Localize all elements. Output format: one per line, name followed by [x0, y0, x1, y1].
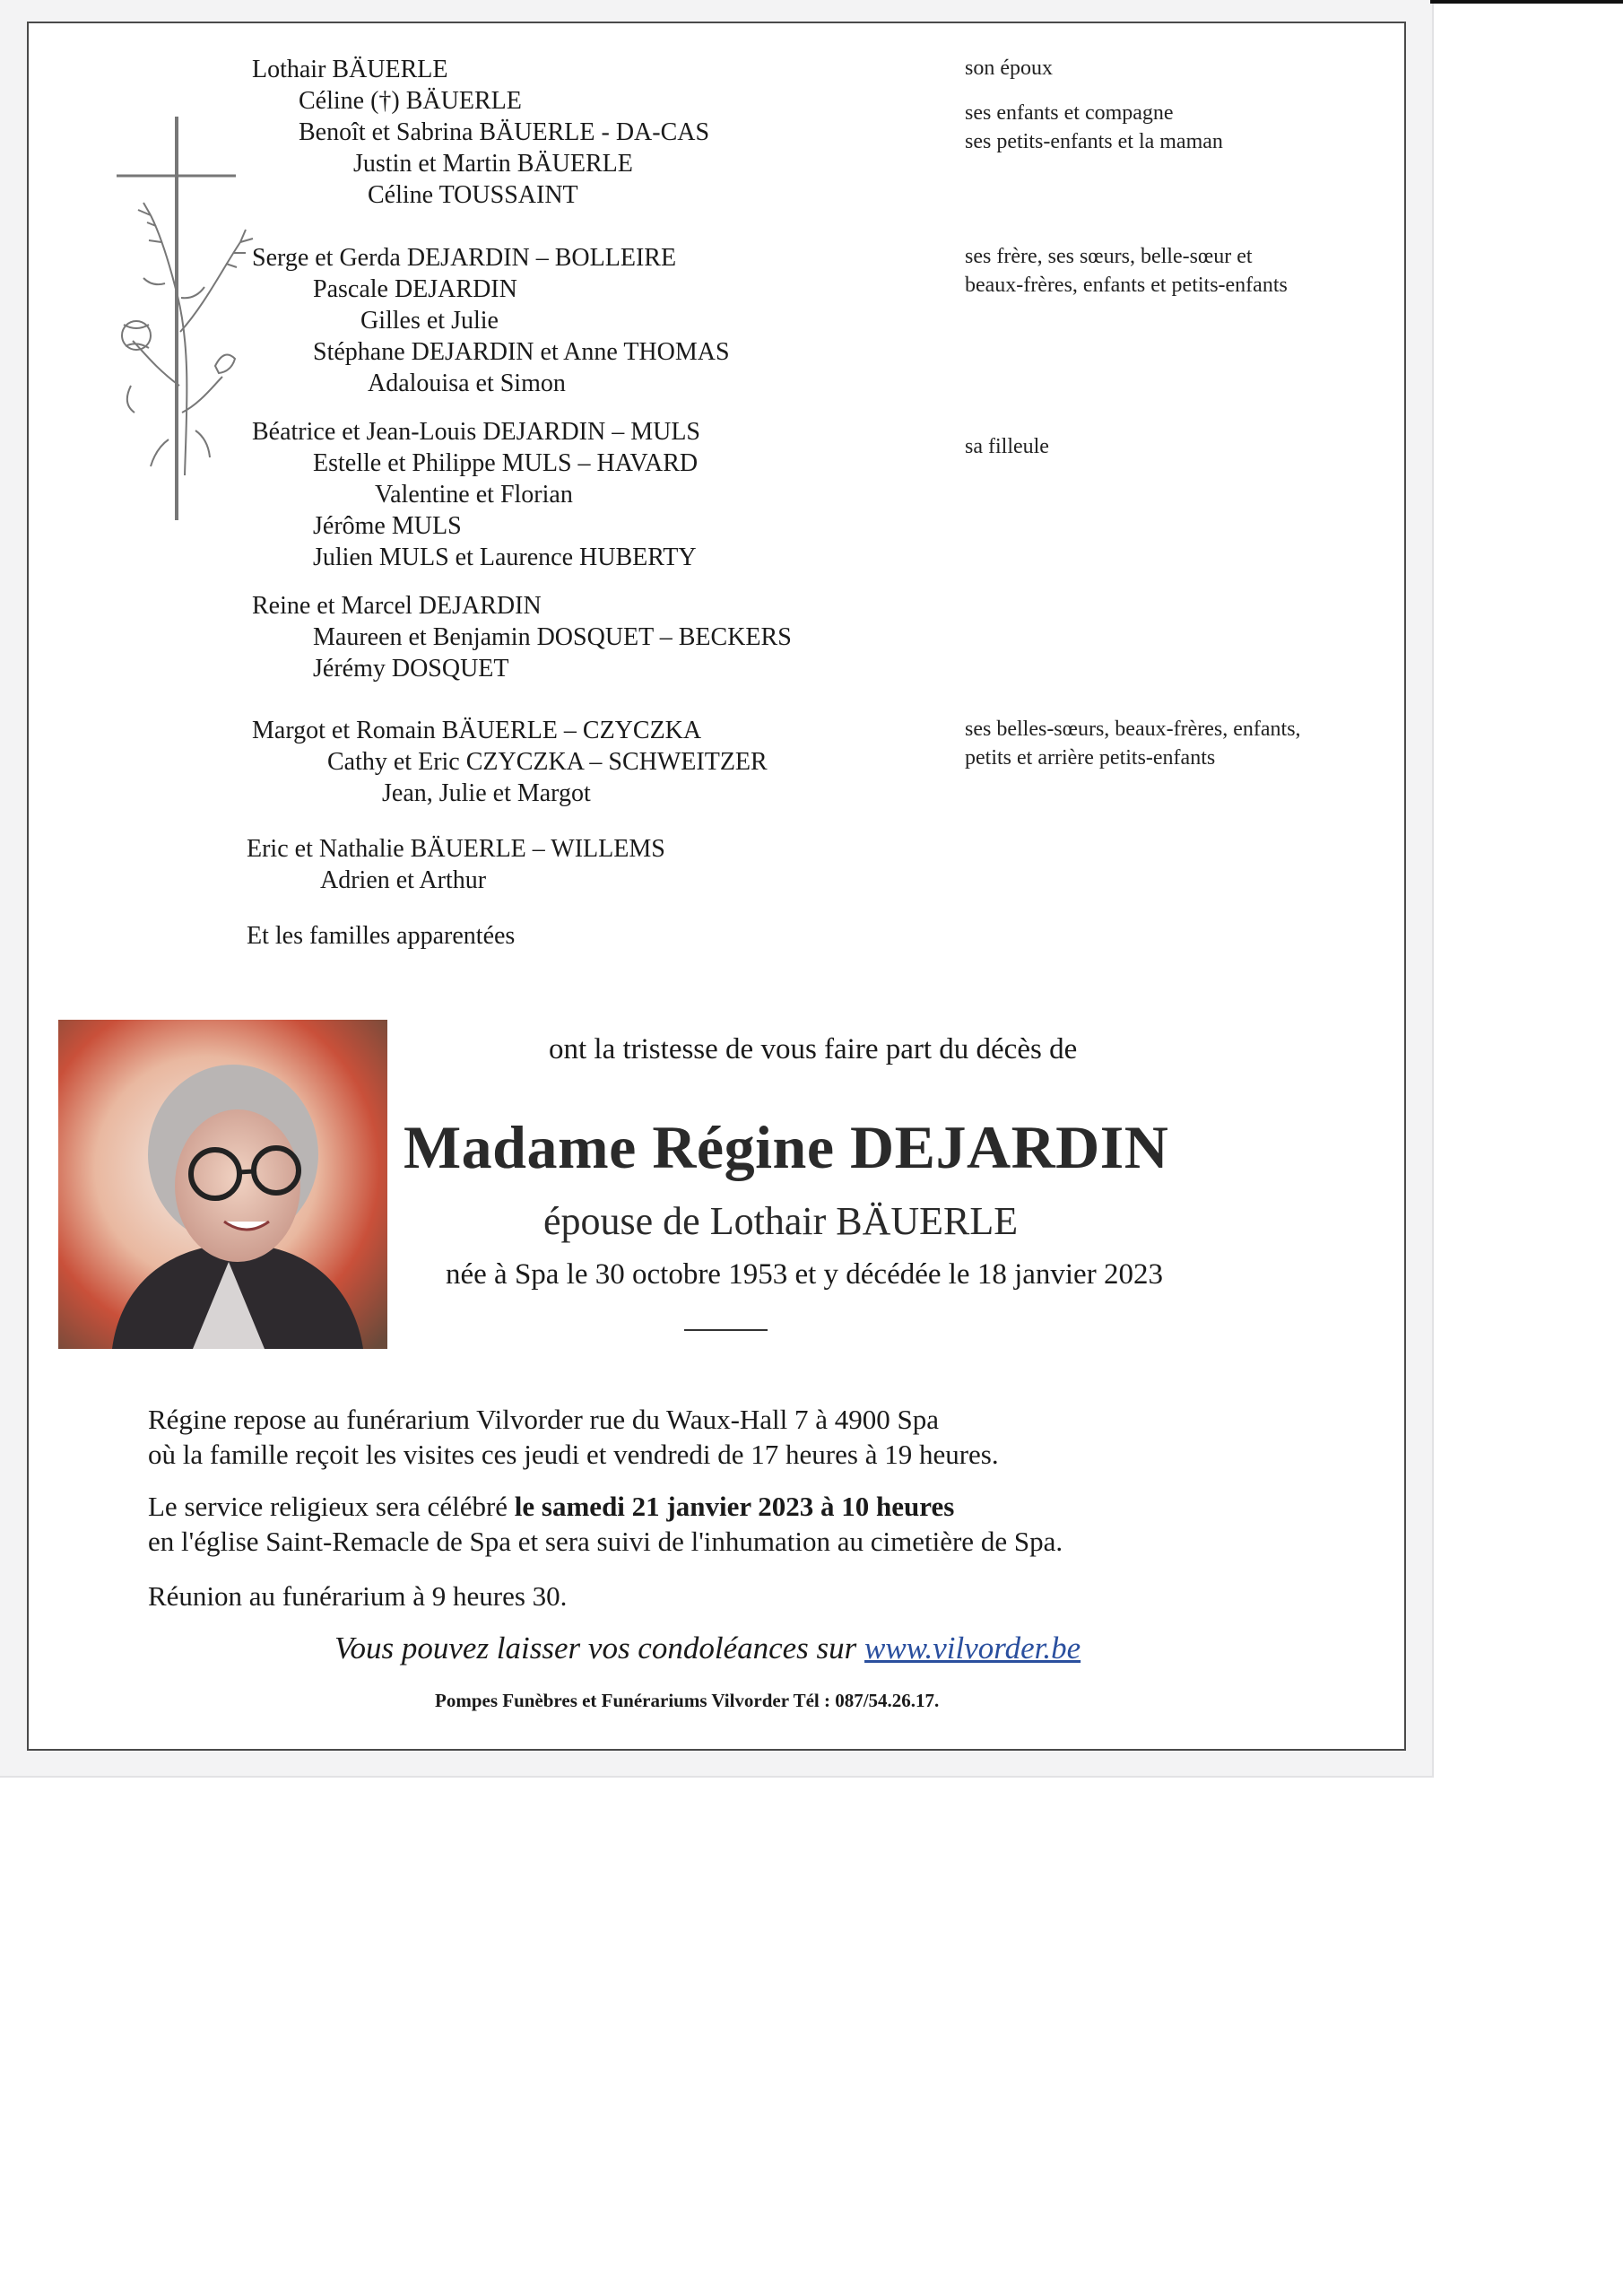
relation-label: sa filleule	[965, 435, 1049, 458]
relation-label: ses enfants et compagne	[965, 101, 1174, 125]
meeting-line: Réunion au funérarium à 9 heures 30.	[148, 1580, 568, 1612]
family-member-line: Céline TOUSSAINT	[368, 181, 578, 209]
family-member-line: Julien MULS et Laurence HUBERTY	[313, 544, 697, 571]
visits-line: où la famille reçoit les visites ces jeudi et vendredi de 17 heures à 19 heures.	[148, 1439, 999, 1470]
family-member-line: Serge et Gerda DEJARDIN – BOLLEIRE	[252, 244, 677, 272]
family-member-line: Béatrice et Jean-Louis DEJARDIN – MULS	[252, 418, 701, 446]
service-line	[148, 1489, 954, 1525]
family-member-line: Pascale DEJARDIN	[313, 275, 517, 303]
divider	[684, 1329, 768, 1331]
relation-label: ses frère, ses sœurs, belle-sœur et	[965, 245, 1253, 268]
relation-label: son époux	[965, 57, 1053, 80]
family-member-line: Maureen et Benjamin DOSQUET – BECKERS	[313, 623, 792, 651]
family-member-line: Margot et Romain BÄUERLE – CZYCZKA	[252, 717, 702, 744]
condolences-text: Vous pouvez laisser vos condoléances sur	[334, 1631, 865, 1665]
service-date: le samedi 21 janvier 2023 à 10 heures	[514, 1491, 955, 1522]
family-member-line: Gilles et Julie	[360, 307, 499, 335]
family-member-line: Eric et Nathalie BÄUERLE – WILLEMS	[247, 835, 665, 863]
relation-label: ses belles-sœurs, beaux-frères, enfants,	[965, 718, 1301, 741]
relation-label: petits et arrière petits-enfants	[965, 746, 1216, 770]
condolences-line	[334, 1631, 1081, 1666]
family-member-line: Adrien et Arthur	[320, 866, 487, 894]
family-member-line: Jérémy DOSQUET	[313, 655, 509, 683]
deceased-name: Madame Régine DEJARDIN	[404, 1113, 1169, 1181]
footer-contact: Pompes Funèbres et Funérariums Vilvorder Tél : 087/54.26.17.	[435, 1690, 940, 1711]
family-member-line: Céline (†) BÄUERLE	[299, 87, 522, 115]
family-member-line: Justin et Martin BÄUERLE	[353, 150, 633, 178]
family-member-line: Estelle et Philippe MULS – HAVARD	[313, 449, 699, 477]
family-member-line: Stéphane DEJARDIN et Anne THOMAS	[313, 338, 730, 366]
family-member-line: Et les familles apparentées	[247, 922, 516, 950]
funerarium-line: Régine repose au funérarium Vilvorder rue du Waux-Hall 7 à 4900 Spa	[148, 1404, 940, 1435]
family-member-line: Jérôme MULS	[313, 512, 462, 540]
family-member-line: Benoît et Sabrina BÄUERLE - DA-CAS	[299, 118, 710, 146]
portrait-photo	[58, 1020, 387, 1349]
intro-text: ont la tristesse de vous faire part du décès de	[549, 1033, 1078, 1065]
service-text: Le service religieux sera célébré	[148, 1491, 515, 1522]
cross-flower-icon	[115, 117, 258, 520]
family-member-line: Cathy et Eric CZYCZKA – SCHWEITZER	[327, 748, 768, 776]
birth-death-dates: née à Spa le 30 octobre 1953 et y décédée le 18 janvier 2023	[446, 1258, 1163, 1291]
condolences-link[interactable]: www.vilvorder.be	[864, 1631, 1081, 1665]
family-member-line: Jean, Julie et Margot	[382, 779, 591, 807]
family-member-line: Reine et Marcel DEJARDIN	[252, 592, 542, 620]
relation-label: beaux-frères, enfants et petits-enfants	[965, 274, 1288, 297]
spouse-line: épouse de Lothair BÄUERLE	[543, 1199, 1019, 1243]
scan-edge-line	[1430, 0, 1623, 4]
relation-label: ses petits-enfants et la maman	[965, 130, 1223, 153]
church-line: en l'église Saint-Remacle de Spa et sera suivi de l'inhumation au cimetière de Spa.	[148, 1526, 1063, 1557]
family-member-line: Adalouisa et Simon	[368, 370, 566, 397]
family-member-line: Valentine et Florian	[375, 481, 573, 509]
family-member-line: Lothair BÄUERLE	[252, 56, 448, 83]
